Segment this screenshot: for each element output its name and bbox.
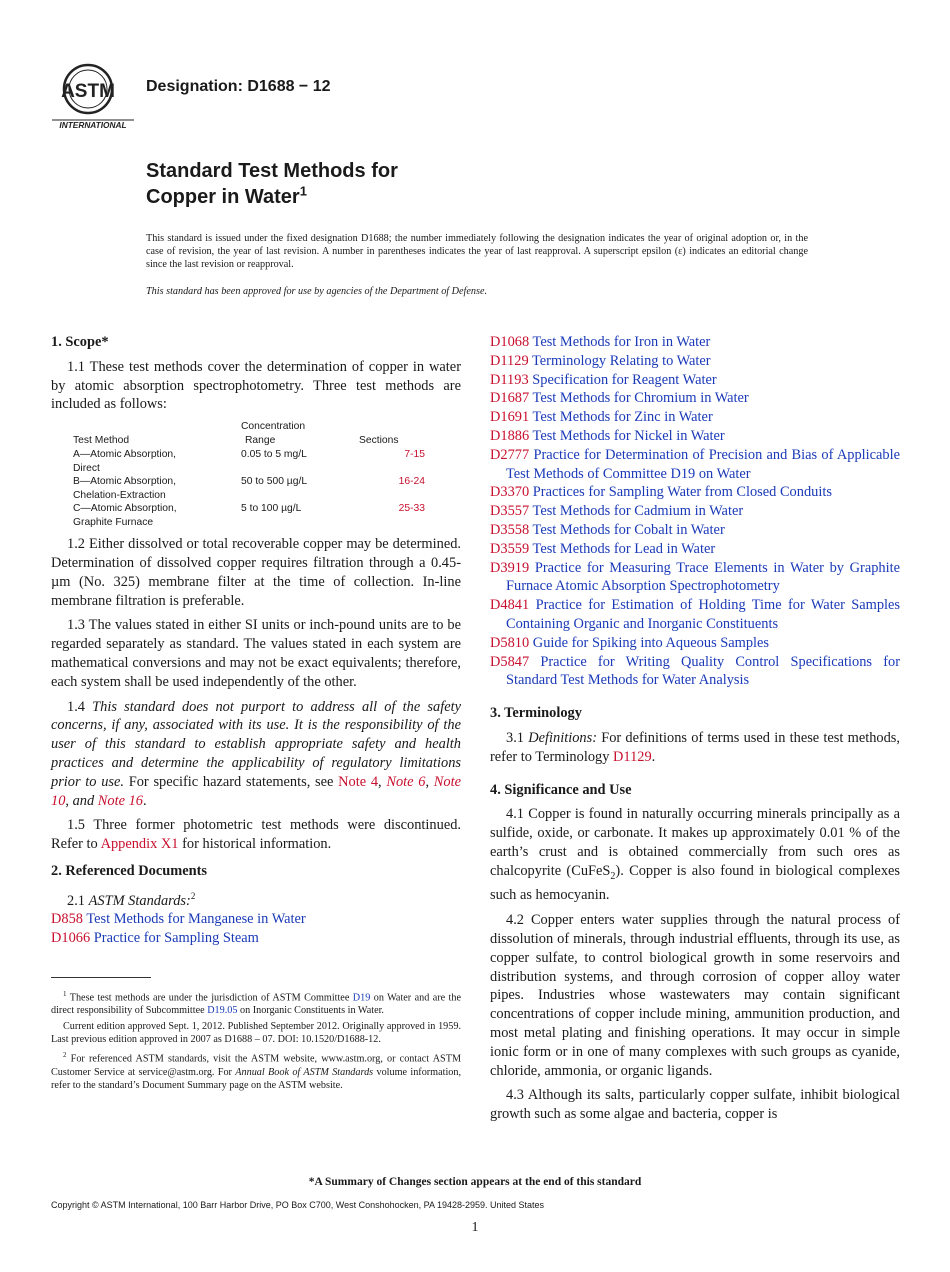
footnote-rule xyxy=(51,977,151,978)
d1129-link[interactable]: D1129 xyxy=(613,748,652,765)
summary-of-changes-note: *A Summary of Changes section appears at the end of this standard xyxy=(308,1176,642,1188)
left-column xyxy=(51,333,461,948)
para-4-3: 4.3 Although its salts, particularly copper sulfate, inhibit biological growth such as some algae and bacteria, copper is xyxy=(490,1087,900,1123)
reference-title-link[interactable]: Practice for Sampling Steam xyxy=(93,930,259,947)
para-1-5: 1.5 Three former photometric test methods were discontinued. Refer to Appendix X1 for historical information. xyxy=(51,817,461,853)
reference-title-link[interactable]: Test Methods for Cobalt in Water xyxy=(532,521,725,538)
col-header-method: Test Method xyxy=(73,434,130,446)
scope-heading: 1. Scope* xyxy=(51,334,109,350)
sections-link[interactable]: 25-33 xyxy=(398,503,425,515)
para-2-1: 2.1 ASTM Standards:$^2$ xyxy=(67,890,196,909)
note-6-link[interactable]: Note 6 xyxy=(386,773,426,790)
astm-logo xyxy=(52,56,134,132)
para-4-2: 4.2 Copper enters water supplies through the natural process of dissolution of minerals, through industrial effluents, through its use, as copper sulfate, to control biological growth in some reservoirs and distribution systems, and through corrosion of copper alloy water pipes. Industries whose wastewaters may contain significant concentrations of copper include mining, ammunition production, and most metal plating and finishing operations. It may occur in simple ionic form or in one of many complexes with such groups as cyanide, chloride, ammonia, or organic ligands. xyxy=(490,912,900,1079)
col-header-range: Concentration Range xyxy=(241,421,306,446)
reference-code-link[interactable]: D3370 xyxy=(490,484,530,501)
reference-list-right xyxy=(490,333,900,690)
method-cell: C—Atomic Absorption, Graphite Furnace xyxy=(73,503,177,528)
reference-title-link[interactable]: Practices for Sampling Water from Closed Conduits xyxy=(532,484,832,501)
reference-code-link[interactable]: D4841 xyxy=(490,597,530,614)
committee-d19-link[interactable]: D19 xyxy=(352,992,371,1004)
reference-code-link[interactable]: D1886 xyxy=(490,427,530,444)
reference-code-link[interactable]: D1691 xyxy=(490,409,530,426)
terminology-heading: 3. Terminology xyxy=(490,705,582,722)
table-row xyxy=(73,448,453,475)
reference-code-link[interactable]: D2777 xyxy=(490,446,530,463)
note-4-link[interactable]: Note 4 xyxy=(338,773,379,790)
test-methods-table xyxy=(73,420,453,529)
reference-title-link[interactable]: Test Methods for Nickel in Water xyxy=(532,427,725,444)
reference-title-link[interactable]: Practice for Measuring Trace Elements in Water by Graphite Furnace Atomic Absorption Spectrophotometry xyxy=(506,559,900,595)
note-10-link[interactable]: Note 10 xyxy=(51,773,461,809)
sections-link[interactable]: 7-15 xyxy=(404,449,425,461)
reference-code-link[interactable]: D1066 xyxy=(51,930,91,947)
reference-title-link[interactable]: Specification for Reagent Water xyxy=(532,371,717,388)
sections-link[interactable]: 16-24 xyxy=(398,476,425,488)
footnote-2: $^2$ For referenced ASTM standards, visit the ASTM website, www.astm.org, or contact ASTM Customer Service at service@astm.org. For Annual Book of ASTM Standards volume information, refer to the standard’s Document Summary page on the ASTM website. xyxy=(51,1051,462,1091)
designation: Designation: D1688 − 12 xyxy=(146,78,331,95)
significance-heading: 4. Significance and Use xyxy=(490,781,632,798)
para-4-1: 4.1 Copper is found in naturally occurring minerals principally as a sulfide, oxide, or carbonate. It makes up approximately 0.01 % of the earth’s crust and is obtained commercially from such ores as chalcopyrite (CuFeS$_2$). Copper is also found in biological complexes such as hemocyanin. xyxy=(490,806,900,904)
title-line-1: Standard Test Methods for xyxy=(146,160,398,182)
reference-title-link[interactable]: Test Methods for Zinc in Water xyxy=(532,409,713,426)
reference-title-link[interactable]: Test Methods for Cadmium in Water xyxy=(532,503,744,520)
reference-item xyxy=(490,408,900,427)
reference-title-link[interactable]: Guide for Spiking into Aqueous Samples xyxy=(532,634,770,651)
reference-item xyxy=(490,559,900,597)
designation-notice: This standard is issued under the fixed designation D1688; the number immediately following the designation indicates the year of original adoption or, in the case of revision, the year of last revision. A number in parentheses indicates the year of last reapproval. A superscript epsilon (ε) indicates an editorial change since the last revision or reapproval. xyxy=(146,233,808,270)
logo-bottom-text: INTERNATIONAL xyxy=(59,120,127,130)
reference-item xyxy=(490,389,900,408)
reference-title-link[interactable]: Practice for Estimation of Holding Time for Water Samples Containing Organic and Inorganic Constituents xyxy=(506,597,900,632)
reference-item xyxy=(490,333,900,352)
right-column xyxy=(490,333,900,1130)
title-footnote-marker[interactable]: 1 xyxy=(299,183,307,199)
para-1-1: 1.1 These test methods cover the determination of copper in water by atomic absorption spectrophotometry. Three test methods are included as follows: xyxy=(51,358,461,413)
reference-code-link[interactable]: D1129 xyxy=(490,352,529,369)
reference-code-link[interactable]: D3559 xyxy=(490,540,530,557)
reference-item xyxy=(51,929,461,948)
reference-item xyxy=(490,427,900,446)
para-1-4: 1.4 This standard does not purport to address all of the safety concerns, if any, associated with its use. It is the responsibility of the user of this standard to establish appropriate safety and health practices and determine the applicability of regulatory limitations prior to use. For specific hazard statements, see Note 4, Note 6, Note 10, and Note 16. xyxy=(51,698,461,809)
copyright: Copyright © ASTM International, 100 Barr Harbor Drive, PO Box C700, West Conshohocken, PA 19428-2959. United States xyxy=(51,1200,545,1210)
table-header-row xyxy=(73,420,453,448)
range-cell: 0.05 to 5 mg/L xyxy=(241,449,307,461)
range-cell: 50 to 500 µg/L xyxy=(241,476,308,488)
reference-code-link[interactable]: D1687 xyxy=(490,390,530,407)
reference-code-link[interactable]: D3557 xyxy=(490,503,530,520)
reference-item xyxy=(490,483,900,502)
footnote-1: $^1$ These test methods are under the jurisdiction of ASTM Committee D19 on Water and are the direct responsibility of Subcommittee D19.05 on Inorganic Constituents in Water. xyxy=(51,990,461,1017)
reference-item xyxy=(490,371,900,390)
table-row xyxy=(73,502,453,529)
dod-approval-note: This standard has been approved for use by agencies of the Department of Defense. xyxy=(146,286,488,297)
reference-item xyxy=(490,596,900,634)
page-number: 1 xyxy=(471,1220,479,1235)
reference-code-link[interactable]: D5810 xyxy=(490,634,530,651)
reference-code-link[interactable]: D3558 xyxy=(490,521,530,538)
reference-item xyxy=(490,540,900,559)
logo-top-text: ASTM xyxy=(61,81,115,102)
method-cell: B—Atomic Absorption, Chelation-Extraction xyxy=(73,476,177,501)
reference-item xyxy=(490,521,900,540)
reference-title-link[interactable]: Test Methods for Manganese in Water xyxy=(86,911,306,928)
para-1-3: 1.3 The values stated in either SI units or inch-pound units are to be regarded separately as standard. The values stated in each system are mathematical conversions and may not be exact equivalents; therefore, each system shall be used independently of the other. xyxy=(51,617,461,690)
reference-title-link[interactable]: Terminology Relating to Water xyxy=(531,352,711,369)
reference-title-link[interactable]: Test Methods for Chromium in Water xyxy=(532,390,749,407)
reference-item xyxy=(490,352,900,371)
method-cell: A—Atomic Absorption, Direct xyxy=(73,449,177,474)
reference-item xyxy=(490,634,900,653)
col-header-sections: Sections xyxy=(359,434,399,446)
reference-title-link[interactable]: Practice for Determination of Precision and Bias of Applicable Test Methods of Committee D19 on Water xyxy=(506,446,900,482)
reference-code-link[interactable]: D3919 xyxy=(490,559,530,576)
referenced-documents-heading: 2. Referenced Documents xyxy=(51,862,207,879)
appendix-x1-link[interactable]: Appendix X1 xyxy=(100,836,179,853)
reference-title-link[interactable]: Practice for Writing Quality Control Specifications for Standard Test Methods for Water Analysis xyxy=(506,653,900,689)
reference-item xyxy=(51,910,461,929)
reference-item xyxy=(490,653,900,691)
para-1-2: 1.2 Either dissolved or total recoverable copper may be determined. Determination of dissolved copper requires filtration through a 0.45-µm (No. 325) membrane filter at the time of collection. In-line membrane filtration is preferable. xyxy=(51,536,461,609)
reference-code-link[interactable]: D1068 xyxy=(490,334,530,350)
title-line-2: Copper in Water xyxy=(146,186,300,208)
reference-code-link[interactable]: D5847 xyxy=(490,653,530,670)
para-3-1: 3.1 Definitions: For definitions of terms used in these test methods, refer to Terminology D1129. xyxy=(490,729,900,765)
reference-title-link[interactable]: Test Methods for Lead in Water xyxy=(532,540,716,557)
reference-code-link[interactable]: D1193 xyxy=(490,371,529,388)
footnotes xyxy=(51,988,461,1095)
reference-item xyxy=(490,446,900,484)
subcommittee-d19-05-link[interactable]: D19.05 xyxy=(207,1005,238,1017)
reference-code-link[interactable]: D858 xyxy=(51,911,83,928)
table-row xyxy=(73,475,453,502)
range-cell: 5 to 100 µg/L xyxy=(241,503,302,515)
note-16-link[interactable]: Note 16 xyxy=(97,792,143,809)
reference-item xyxy=(490,502,900,521)
reference-title-link[interactable]: Test Methods for Iron in Water xyxy=(532,334,711,350)
document-title xyxy=(146,158,398,210)
reference-list-left xyxy=(51,910,461,948)
footnote-1-edition: Current edition approved Sept. 1, 2012. Published September 2012. Originally approved in 1959. Last previous edition approved in 2007 as D1688 – 07. DOI: 10.1520/D1688-12. xyxy=(51,1021,461,1046)
